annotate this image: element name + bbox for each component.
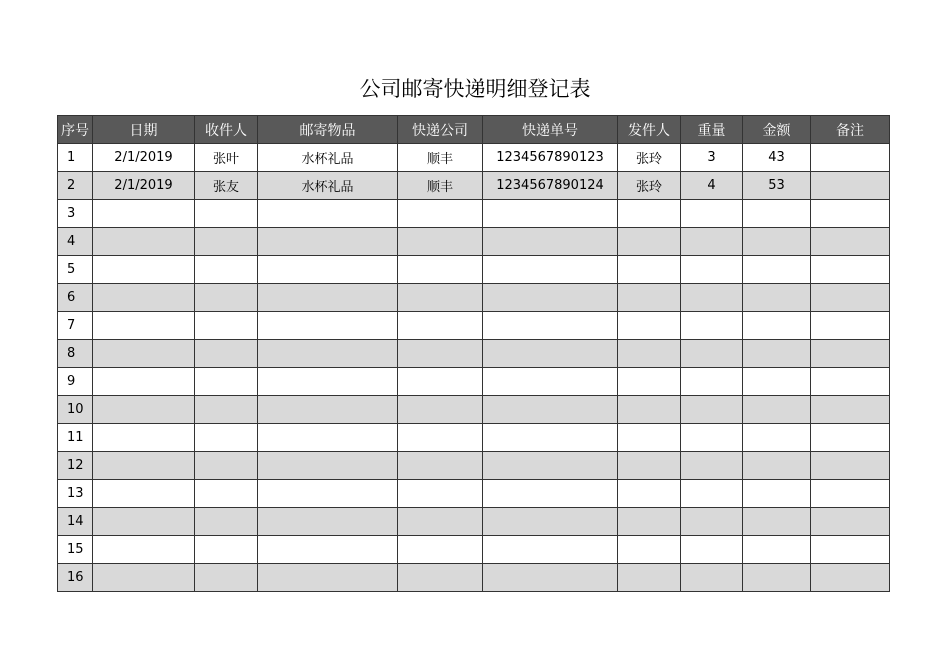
cell-seq[interactable]: 7 [58, 312, 93, 340]
cell-item[interactable] [258, 368, 398, 396]
cell-date[interactable] [93, 284, 195, 312]
cell-recipient[interactable] [195, 424, 258, 452]
cell-sender[interactable] [618, 340, 681, 368]
cell-courier[interactable] [398, 200, 483, 228]
cell-recipient[interactable] [195, 564, 258, 592]
cell-amount[interactable] [743, 424, 811, 452]
cell-tracking-no[interactable] [483, 480, 618, 508]
table-row [58, 256, 890, 284]
cell-remarks[interactable] [811, 256, 890, 284]
cell-seq[interactable]: 8 [58, 340, 93, 368]
cell-item[interactable] [258, 312, 398, 340]
cell-weight[interactable] [681, 312, 743, 340]
cell-sender[interactable] [618, 480, 681, 508]
table-row [58, 172, 890, 200]
col-header-seq: 序号 [58, 116, 93, 144]
cell-recipient[interactable] [195, 256, 258, 284]
cell-item[interactable]: 水杯礼品 [258, 172, 398, 200]
cell-tracking-no[interactable] [483, 368, 618, 396]
col-header-recipient: 收件人 [195, 116, 258, 144]
cell-remarks[interactable] [811, 228, 890, 256]
cell-tracking-no[interactable] [483, 564, 618, 592]
cell-seq[interactable]: 4 [58, 228, 93, 256]
cell-recipient[interactable] [195, 284, 258, 312]
table-row [58, 424, 890, 452]
cell-tracking-no[interactable] [483, 396, 618, 424]
cell-recipient[interactable] [195, 452, 258, 480]
table-row [58, 228, 890, 256]
cell-tracking-no[interactable] [483, 284, 618, 312]
cell-weight[interactable] [681, 256, 743, 284]
table-row [58, 480, 890, 508]
cell-item[interactable] [258, 536, 398, 564]
cell-date[interactable] [93, 480, 195, 508]
cell-tracking-no[interactable] [483, 312, 618, 340]
cell-seq[interactable]: 9 [58, 368, 93, 396]
cell-courier[interactable] [398, 256, 483, 284]
cell-remarks[interactable] [811, 284, 890, 312]
cell-item[interactable] [258, 284, 398, 312]
cell-amount[interactable] [743, 564, 811, 592]
cell-remarks[interactable] [811, 508, 890, 536]
table-row [58, 508, 890, 536]
cell-remarks[interactable] [811, 144, 890, 172]
express-ledger-table [57, 115, 890, 592]
cell-date[interactable] [93, 452, 195, 480]
cell-amount[interactable] [743, 508, 811, 536]
cell-sender[interactable] [618, 256, 681, 284]
cell-remarks[interactable] [811, 480, 890, 508]
cell-amount[interactable] [743, 200, 811, 228]
cell-courier[interactable]: 顺丰 [398, 172, 483, 200]
cell-sender[interactable] [618, 312, 681, 340]
cell-amount[interactable] [743, 452, 811, 480]
cell-date[interactable] [93, 536, 195, 564]
cell-tracking-no[interactable]: 1234567890123 [483, 144, 618, 172]
cell-item[interactable] [258, 452, 398, 480]
cell-tracking-no[interactable] [483, 340, 618, 368]
cell-seq[interactable]: 14 [58, 508, 93, 536]
cell-remarks[interactable] [811, 200, 890, 228]
cell-weight[interactable] [681, 396, 743, 424]
cell-seq[interactable]: 11 [58, 424, 93, 452]
cell-recipient[interactable] [195, 228, 258, 256]
cell-date[interactable] [93, 312, 195, 340]
cell-courier[interactable]: 顺丰 [398, 144, 483, 172]
cell-item[interactable] [258, 564, 398, 592]
table-row [58, 284, 890, 312]
cell-date[interactable] [93, 396, 195, 424]
cell-seq[interactable]: 1 [58, 144, 93, 172]
cell-sender[interactable]: 张玲 [618, 172, 681, 200]
cell-seq[interactable]: 2 [58, 172, 93, 200]
cell-amount[interactable] [743, 480, 811, 508]
cell-sender[interactable] [618, 508, 681, 536]
cell-amount[interactable]: 43 [743, 144, 811, 172]
cell-courier[interactable] [398, 536, 483, 564]
cell-sender[interactable]: 张玲 [618, 144, 681, 172]
cell-seq[interactable]: 10 [58, 396, 93, 424]
cell-sender[interactable] [618, 368, 681, 396]
cell-amount[interactable]: 53 [743, 172, 811, 200]
cell-courier[interactable] [398, 424, 483, 452]
cell-date[interactable]: 2/1/2019 [93, 144, 195, 172]
col-header-date: 日期 [93, 116, 195, 144]
cell-item[interactable] [258, 228, 398, 256]
cell-courier[interactable] [398, 368, 483, 396]
table-header [58, 116, 890, 144]
cell-seq[interactable]: 3 [58, 200, 93, 228]
cell-item[interactable] [258, 480, 398, 508]
cell-recipient[interactable]: 张友 [195, 172, 258, 200]
cell-remarks[interactable] [811, 172, 890, 200]
cell-date[interactable] [93, 508, 195, 536]
cell-weight[interactable]: 4 [681, 172, 743, 200]
col-header-amount: 金额 [743, 116, 811, 144]
cell-item[interactable] [258, 508, 398, 536]
cell-remarks[interactable] [811, 340, 890, 368]
cell-seq[interactable]: 16 [58, 564, 93, 592]
table-row [58, 396, 890, 424]
cell-seq[interactable]: 12 [58, 452, 93, 480]
cell-date[interactable]: 2/1/2019 [93, 172, 195, 200]
cell-date[interactable] [93, 368, 195, 396]
cell-recipient[interactable] [195, 508, 258, 536]
cell-amount[interactable] [743, 368, 811, 396]
cell-weight[interactable] [681, 200, 743, 228]
cell-seq[interactable]: 13 [58, 480, 93, 508]
cell-recipient[interactable] [195, 536, 258, 564]
cell-courier[interactable] [398, 480, 483, 508]
table-row [58, 312, 890, 340]
col-header-item: 邮寄物品 [258, 116, 398, 144]
cell-weight[interactable] [681, 480, 743, 508]
cell-courier[interactable] [398, 396, 483, 424]
cell-amount[interactable] [743, 312, 811, 340]
cell-weight[interactable] [681, 228, 743, 256]
cell-item[interactable] [258, 340, 398, 368]
cell-tracking-no[interactable]: 1234567890124 [483, 172, 618, 200]
cell-sender[interactable] [618, 284, 681, 312]
table-row [58, 144, 890, 172]
cell-courier[interactable] [398, 508, 483, 536]
table-body [58, 144, 890, 592]
cell-recipient[interactable] [195, 396, 258, 424]
cell-courier[interactable] [398, 228, 483, 256]
cell-sender[interactable] [618, 564, 681, 592]
table-row [58, 536, 890, 564]
cell-courier[interactable] [398, 340, 483, 368]
cell-courier[interactable] [398, 452, 483, 480]
cell-remarks[interactable] [811, 452, 890, 480]
cell-tracking-no[interactable] [483, 536, 618, 564]
cell-courier[interactable] [398, 312, 483, 340]
cell-tracking-no[interactable] [483, 452, 618, 480]
cell-item[interactable] [258, 200, 398, 228]
cell-amount[interactable] [743, 340, 811, 368]
cell-recipient[interactable] [195, 368, 258, 396]
cell-amount[interactable] [743, 256, 811, 284]
cell-sender[interactable] [618, 200, 681, 228]
cell-date[interactable] [93, 200, 195, 228]
cell-tracking-no[interactable] [483, 200, 618, 228]
cell-remarks[interactable] [811, 396, 890, 424]
cell-weight[interactable] [681, 564, 743, 592]
cell-weight[interactable] [681, 368, 743, 396]
cell-seq[interactable]: 6 [58, 284, 93, 312]
cell-weight[interactable] [681, 536, 743, 564]
cell-sender[interactable] [618, 424, 681, 452]
table-row [58, 452, 890, 480]
cell-sender[interactable] [618, 452, 681, 480]
cell-remarks[interactable] [811, 564, 890, 592]
cell-courier[interactable] [398, 564, 483, 592]
cell-tracking-no[interactable] [483, 256, 618, 284]
cell-item[interactable] [258, 424, 398, 452]
cell-recipient[interactable] [195, 340, 258, 368]
table-row [58, 200, 890, 228]
cell-item[interactable] [258, 396, 398, 424]
cell-tracking-no[interactable] [483, 228, 618, 256]
table-row [58, 564, 890, 592]
cell-remarks[interactable] [811, 424, 890, 452]
sheet-title: 公司邮寄快递明细登记表 [359, 77, 591, 101]
cell-amount[interactable] [743, 536, 811, 564]
cell-weight[interactable] [681, 424, 743, 452]
cell-seq[interactable]: 5 [58, 256, 93, 284]
cell-remarks[interactable] [811, 536, 890, 564]
cell-remarks[interactable] [811, 368, 890, 396]
cell-date[interactable] [93, 424, 195, 452]
cell-recipient[interactable]: 张叶 [195, 144, 258, 172]
cell-tracking-no[interactable] [483, 424, 618, 452]
header-row [58, 116, 890, 144]
cell-sender[interactable] [618, 536, 681, 564]
col-header-remarks: 备注 [811, 116, 890, 144]
cell-weight[interactable] [681, 452, 743, 480]
cell-weight[interactable] [681, 508, 743, 536]
cell-item[interactable]: 水杯礼品 [258, 144, 398, 172]
cell-date[interactable] [93, 340, 195, 368]
cell-amount[interactable] [743, 228, 811, 256]
col-header-sender: 发件人 [618, 116, 681, 144]
cell-seq[interactable]: 15 [58, 536, 93, 564]
cell-recipient[interactable] [195, 312, 258, 340]
cell-weight[interactable] [681, 284, 743, 312]
cell-weight[interactable]: 3 [681, 144, 743, 172]
col-header-weight: 重量 [681, 116, 743, 144]
cell-sender[interactable] [618, 396, 681, 424]
cell-date[interactable] [93, 228, 195, 256]
cell-weight[interactable] [681, 340, 743, 368]
cell-tracking-no[interactable] [483, 508, 618, 536]
cell-date[interactable] [93, 564, 195, 592]
col-header-courier: 快递公司 [398, 116, 483, 144]
cell-courier[interactable] [398, 284, 483, 312]
table-row [58, 368, 890, 396]
cell-recipient[interactable] [195, 480, 258, 508]
cell-amount[interactable] [743, 396, 811, 424]
cell-amount[interactable] [743, 284, 811, 312]
table-row [58, 340, 890, 368]
col-header-tracking-no: 快递单号 [483, 116, 618, 144]
cell-remarks[interactable] [811, 312, 890, 340]
cell-recipient[interactable] [195, 200, 258, 228]
cell-date[interactable] [93, 256, 195, 284]
cell-item[interactable] [258, 256, 398, 284]
cell-sender[interactable] [618, 228, 681, 256]
